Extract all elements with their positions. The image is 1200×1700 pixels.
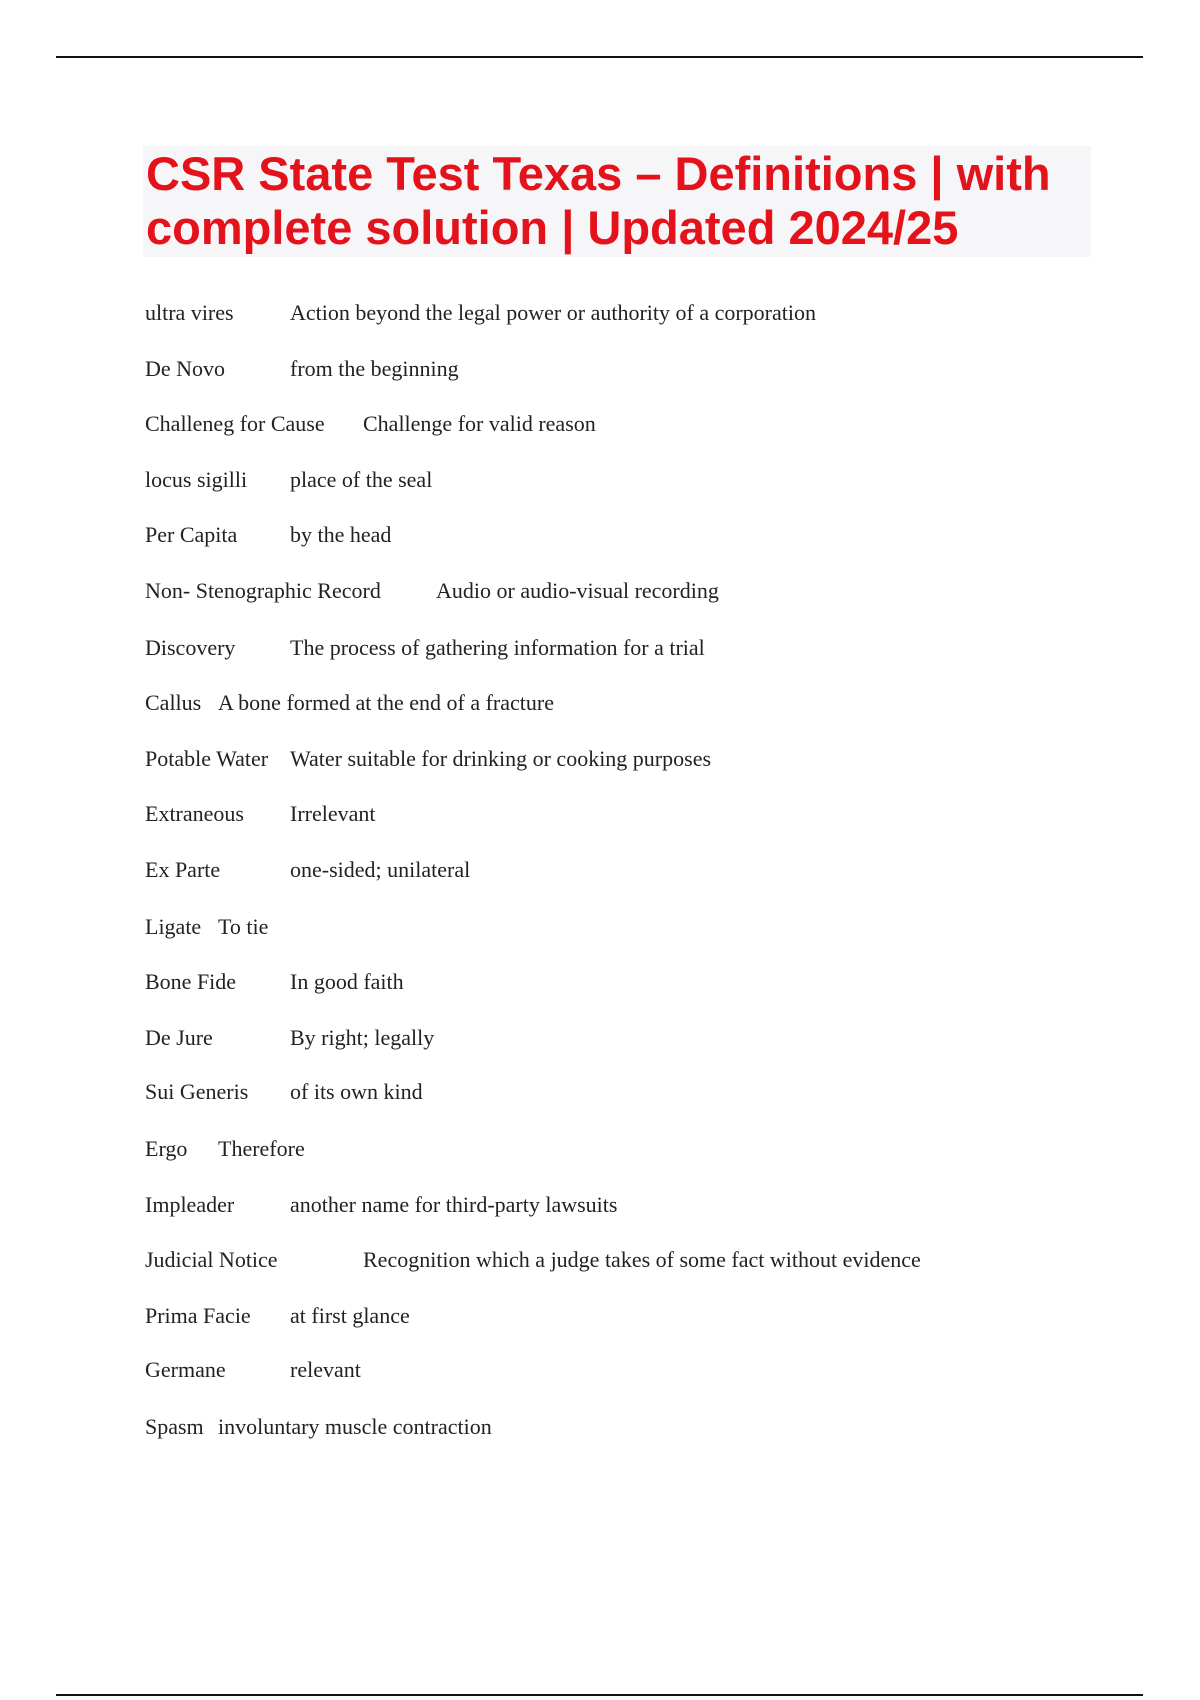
term: De Jure bbox=[145, 1025, 213, 1050]
term: Ex Parte bbox=[145, 857, 221, 882]
definition: Recognition which a judge takes of some fact without evidence bbox=[363, 1247, 921, 1272]
term: Bone Fide bbox=[145, 969, 237, 994]
term: De Novo bbox=[145, 356, 226, 381]
definition: at first glance bbox=[290, 1303, 410, 1328]
definition: Irrelevant bbox=[290, 801, 376, 826]
definition-entry bbox=[145, 1301, 410, 1331]
definition: one-sided; unilateral bbox=[290, 857, 471, 882]
definition-entry bbox=[145, 1077, 423, 1107]
definition: By right; legally bbox=[290, 1025, 435, 1050]
definition-entry bbox=[145, 1134, 305, 1164]
term: Ergo bbox=[145, 1136, 188, 1161]
term: Judicial Notice bbox=[145, 1247, 278, 1272]
term: ultra vires bbox=[145, 300, 234, 325]
definition: involuntary muscle contraction bbox=[218, 1414, 492, 1439]
definition: Therefore bbox=[218, 1136, 305, 1161]
definition-entry bbox=[145, 1412, 492, 1442]
term: Prima Facie bbox=[145, 1303, 251, 1328]
term: Discovery bbox=[145, 635, 236, 660]
definition: another name for third-party lawsuits bbox=[290, 1192, 618, 1217]
term: Potable Water bbox=[145, 746, 269, 771]
definition-entry bbox=[145, 298, 816, 328]
term: Impleader bbox=[145, 1192, 235, 1217]
definition: In good faith bbox=[290, 969, 404, 994]
definition-entry bbox=[145, 967, 404, 997]
term: Callus bbox=[145, 690, 202, 715]
definition: Audio or audio-visual recording bbox=[436, 578, 719, 603]
definition-entry bbox=[145, 576, 719, 606]
definition: place of the seal bbox=[290, 467, 433, 492]
definition-entry bbox=[145, 855, 470, 885]
definition: Challenge for valid reason bbox=[363, 411, 596, 436]
definition-entry bbox=[145, 465, 432, 495]
term: Challeneg for Cause bbox=[145, 411, 325, 436]
definition: The process of gathering information for a trial bbox=[290, 635, 705, 660]
definition-entry bbox=[145, 744, 711, 774]
definition: To tie bbox=[218, 914, 269, 939]
definition-entry bbox=[145, 1023, 434, 1053]
definition-entry bbox=[145, 688, 554, 718]
definition-entry bbox=[145, 409, 596, 439]
definition-entry bbox=[145, 799, 376, 829]
definition: Water suitable for drinking or cooking purposes bbox=[290, 746, 712, 771]
term: Ligate bbox=[145, 914, 202, 939]
term: Germane bbox=[145, 1357, 226, 1382]
term: locus sigilli bbox=[145, 467, 248, 492]
definition-entry bbox=[145, 912, 268, 942]
definition: from the beginning bbox=[290, 356, 459, 381]
page-title: CSR State Test Texas – Definitions | with complete solution | Updated 2024/25 bbox=[146, 147, 1051, 254]
definition: by the head bbox=[290, 522, 392, 547]
definition-entry bbox=[145, 520, 391, 550]
definition-entry bbox=[145, 354, 459, 384]
definition: of its own kind bbox=[290, 1079, 423, 1104]
definition-entry bbox=[145, 1190, 617, 1220]
definition: relevant bbox=[290, 1357, 361, 1382]
bottom-rule bbox=[56, 1694, 1143, 1696]
definition: Action beyond the legal power or authority of a corporation bbox=[290, 300, 817, 325]
definition-entry bbox=[145, 633, 705, 663]
definition-entry bbox=[145, 1355, 361, 1385]
definition: A bone formed at the end of a fracture bbox=[218, 690, 554, 715]
term: Sui Generis bbox=[145, 1079, 249, 1104]
term: Extraneous bbox=[145, 801, 244, 826]
definition-entry bbox=[145, 1245, 921, 1275]
term: Non- Stenographic Record bbox=[145, 578, 381, 603]
term: Per Capita bbox=[145, 522, 238, 547]
top-rule bbox=[56, 56, 1143, 58]
term: Spasm bbox=[145, 1414, 204, 1439]
